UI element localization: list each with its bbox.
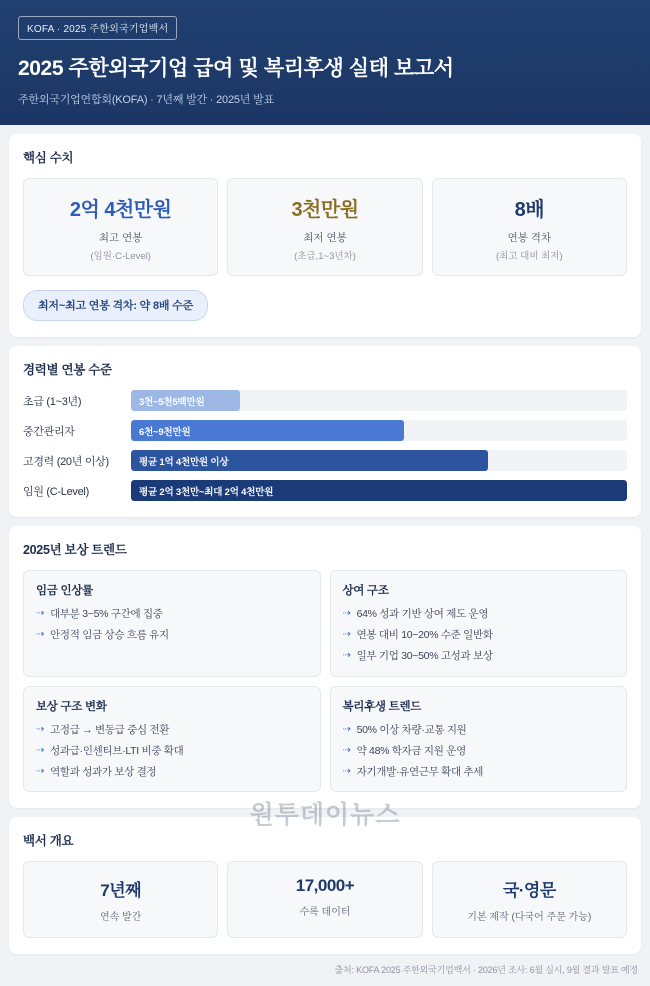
bar-label: 초급 (1~3년) [23,395,82,408]
trend-item-text: 64% 성과 기반 상여 제도 운영 [356,608,489,620]
report-header [0,0,650,125]
summary-value: 국·영문 [502,881,556,901]
bar-label: 임원 (C-Level) [23,485,89,498]
arrow-right-icon: ⇢ [342,650,351,662]
trend-box-title: 임금 인상률 [36,585,93,597]
bar-label: 고경력 (20년 이상) [23,455,109,468]
arrow-right-icon: ⇢ [36,629,45,641]
kpi-value: 3천만원 [291,199,359,221]
summary-item [227,861,422,938]
bar-track [131,450,627,471]
trend-list-item [36,765,308,779]
bar-track [131,390,627,411]
bar-label: 중간관리자 [23,425,75,438]
trend-item-text: 자기개발·유연근무 확대 추세 [356,765,484,778]
summary-label: 기본 제작 (다국어 주문 가능) [467,912,592,924]
trend-box-comp-structure-change [23,686,321,793]
trend-box-bonus-structure [330,570,628,677]
trend-list-item [36,744,308,758]
summary-label: 수록 데이터 [299,907,351,919]
kpi-sublabel: (임원·C-Level) [90,251,151,262]
trend-card-title: 2025년 보상 트렌드 [23,543,127,557]
salary-bar-list [23,390,627,501]
kpi-sublabel: (최고 대비 최저) [495,251,563,262]
arrow-right-icon: ⇢ [342,608,351,619]
summary-label: 연속 발간 [99,912,142,924]
trend-item-text: 성과급·인센티브·LTI 비중 확대 [50,744,184,757]
trend-box-title: 복리후생 트렌드 [342,700,422,713]
salary-bar-row [23,420,627,441]
trend-list-item [36,628,308,642]
trend-item-text: 일부 기업 30~50% 고성과 보상 [356,650,493,663]
arrow-right-icon: ⇢ [342,629,351,641]
trend-box-benefits [330,686,628,793]
trend-card [9,526,641,808]
trend-list-item [343,723,615,737]
kpi-value: 2억 4천만원 [69,199,172,221]
trend-item-text: 대부분 3~5% 구간에 집중 [50,608,163,620]
trend-item-text: 고정급 → 변동급 중심 전환 [50,723,170,736]
arrow-right-icon: ⇢ [36,723,45,735]
trend-item-text: 안정적 임금 상승 흐름 유지 [50,629,169,642]
header-badge: KOFA · 2025 주한외국기업백서 [18,16,177,40]
trend-grid [23,570,627,792]
arrow-right-icon: ⇢ [342,744,351,756]
salary-bar-row [23,450,627,471]
trend-box-title: 상여 구조 [342,585,389,597]
gap-pill: 최저~최고 연봉 격차: 약 8배 수준 [23,290,208,321]
arrow-right-icon: ⇢ [342,723,351,735]
kpi-row [23,178,627,276]
trend-box-title: 보상 구조 변화 [36,700,107,713]
trend-list-item [343,607,615,621]
trend-item-text: 50% 이상 차량·교통 지원 [356,723,467,736]
arrow-right-icon: ⇢ [342,765,351,777]
trend-list-item [343,628,615,642]
summary-value: 7년째 [100,881,142,901]
kpi-item [227,178,422,276]
trend-item-text: 역할과 성과가 보상 결정 [50,765,157,778]
summary-item [432,861,627,938]
trend-item-text: 연봉 대비 10~20% 수준 일반화 [356,629,493,642]
trend-list-item [343,649,615,663]
bar-fill: 3천~5천5백만원 [131,390,240,411]
bar-track [131,480,627,501]
trend-list-item [36,723,308,737]
salary-bar-row [23,390,627,411]
trend-box-wage-increase [23,570,321,677]
arrow-right-icon: ⇢ [36,765,45,777]
salary-bar-row [23,480,627,501]
watermark: 원투데이뉴스 [249,801,401,829]
header-subtitle: 주한외국기업연합회(KOFA) · 7년째 발간 · 2025년 발표 [18,94,274,106]
summary-row [23,861,627,938]
kpi-item [23,178,218,276]
kpi-value: 8배 [514,199,545,221]
summary-value: 17,000+ [295,876,355,896]
salary-card-title: 경력별 연봉 수준 [23,363,112,377]
kpi-card-title: 핵심 수치 [23,151,74,165]
kpi-label: 연봉 격차 [507,232,552,244]
summary-item [23,861,218,938]
salary-card [9,346,641,517]
page-title: 2025 주한외국기업 급여 및 복리후생 실태 보고서 [18,57,454,80]
kpi-item [432,178,627,276]
trend-list-item [343,744,615,758]
kpi-card [9,134,641,337]
bar-fill: 6천~9천만원 [131,420,404,441]
arrow-right-icon: ⇢ [36,608,45,619]
trend-list-item [343,765,615,779]
bar-fill: 평균 1억 4천만원 이상 [131,450,488,471]
kpi-sublabel: (초급,1~3년차) [294,251,356,262]
kpi-label: 최고 연봉 [98,232,143,244]
trend-list-item [36,607,308,621]
kpi-label: 최저 연봉 [303,232,347,244]
source-note: 출처: KOFA 2025 주한외국기업백서 · 2026년 조사: 6월 실시, 9월 결과 발표 예정 [334,965,638,976]
trend-item-text: 약 48% 학자금 지원 운영 [356,744,466,757]
summary-card [9,817,641,954]
summary-card-title: 백서 개요 [23,834,74,849]
bar-fill: 평균 2억 3천만~최대 2억 4천만원 [131,480,627,501]
arrow-right-icon: ⇢ [36,744,45,756]
bar-track [131,420,627,441]
